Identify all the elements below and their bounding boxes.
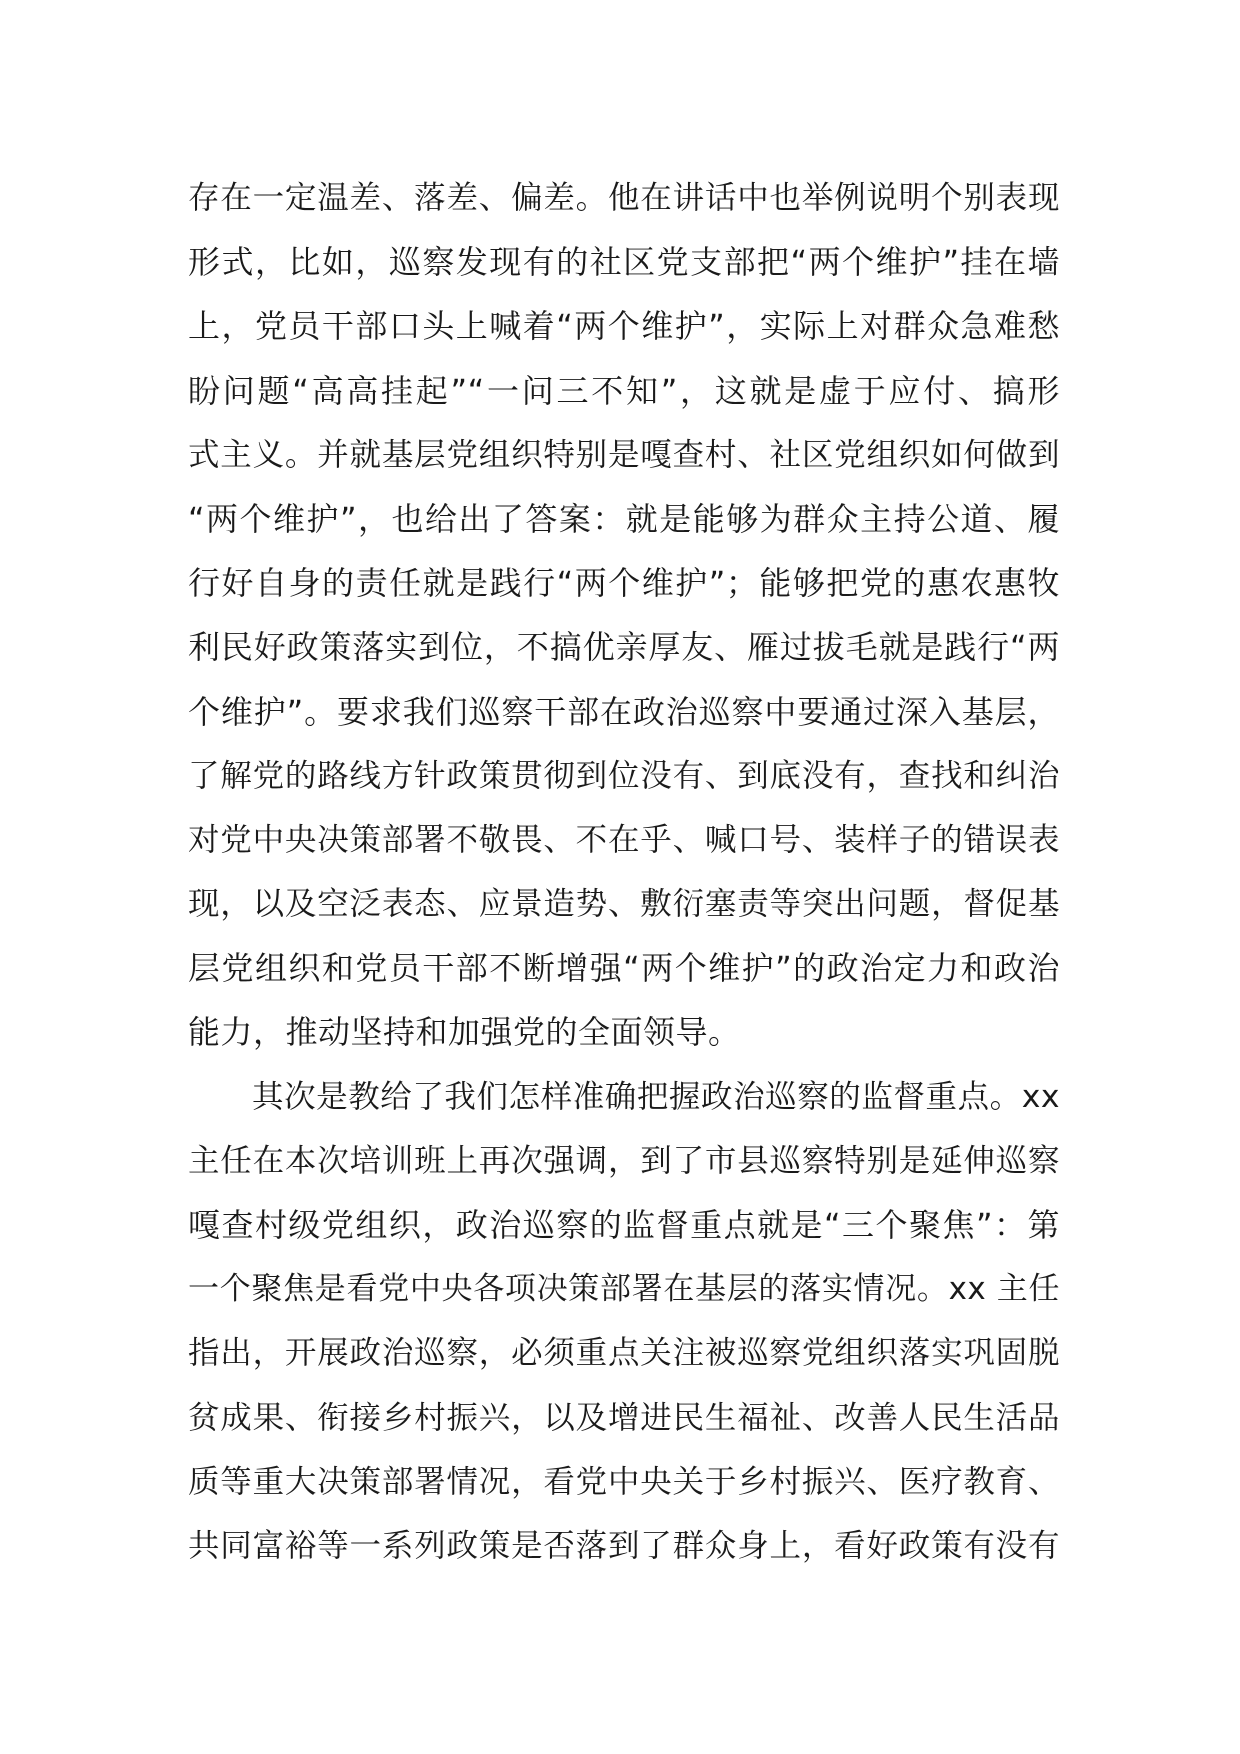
text-line: 式主义。并就基层党组织特别是嘎查村、社区党组织如何做到 bbox=[188, 436, 1060, 473]
body-text bbox=[188, 166, 1060, 1578]
text-line: 主任在本次培训班上再次强调，到了市县巡察特别是延伸巡察 bbox=[188, 1142, 1060, 1179]
text-line: 盼问题“高高挂起”“一问三不知”，这就是虚于应付、搞形 bbox=[188, 371, 1060, 410]
text-line: 共同富裕等一系列政策是否落到了群众身上，看好政策有没有 bbox=[188, 1527, 1060, 1564]
text-line: 了解党的路线方针政策贯彻到位没有、到底没有，查找和纠治 bbox=[188, 757, 1060, 794]
text-line: 利民好政策落实到位，不搞优亲厚友、雁过拔毛就是践行“两 bbox=[188, 628, 1060, 667]
text-line: 层党组织和党员干部不断增强“两个维护”的政治定力和政治 bbox=[188, 949, 1060, 988]
text-line: 形式，比如，巡察发现有的社区党支部把“两个维护”挂在墙 bbox=[188, 243, 1060, 282]
text-line: 现，以及空泛表态、应景造势、敷衍塞责等突出问题，督促基 bbox=[188, 886, 1060, 923]
text-line: 嘎查村级党组织，政治巡察的监督重点就是“三个聚焦”：第 bbox=[188, 1206, 1060, 1244]
text-line: 贫成果、衔接乡村振兴，以及增进民生福祉、改善人民生活品 bbox=[188, 1399, 1060, 1436]
text-line: 指出，开展政治巡察，必须重点关注被巡察党组织落实巩固脱 bbox=[188, 1335, 1060, 1372]
text-line: 一个聚焦是看党中央各项决策部署在基层的落实情况。xx 主任 bbox=[188, 1271, 1060, 1308]
text-line: 个维护”。要求我们巡察干部在政治巡察中要通过深入基层， bbox=[188, 692, 1060, 731]
text-line: 对党中央决策部署不敬畏、不在乎、喊口号、装样子的错误表 bbox=[188, 821, 1060, 858]
text-line: 质等重大决策部署情况，看党中央关于乡村振兴、医疗教育、 bbox=[188, 1463, 1060, 1500]
paragraph-first-line: 其次是教给了我们怎样准确把握政治巡察的监督重点。xx bbox=[252, 1078, 1060, 1115]
text-line: 行好自身的责任就是践行“两个维护”；能够把党的惠农惠牧 bbox=[188, 564, 1060, 603]
text-line: “两个维护”，也给出了答案：就是能够为群众主持公道、履 bbox=[188, 499, 1060, 538]
paragraph-last-line: 能力，推动坚持和加强党的全面领导。 bbox=[188, 1013, 741, 1052]
text-line: 存在一定温差、落差、偏差。他在讲话中也举例说明个别表现 bbox=[188, 180, 1060, 216]
text-line: 上，党员干部口头上喊着“两个维护”，实际上对群众急难愁 bbox=[188, 307, 1060, 346]
